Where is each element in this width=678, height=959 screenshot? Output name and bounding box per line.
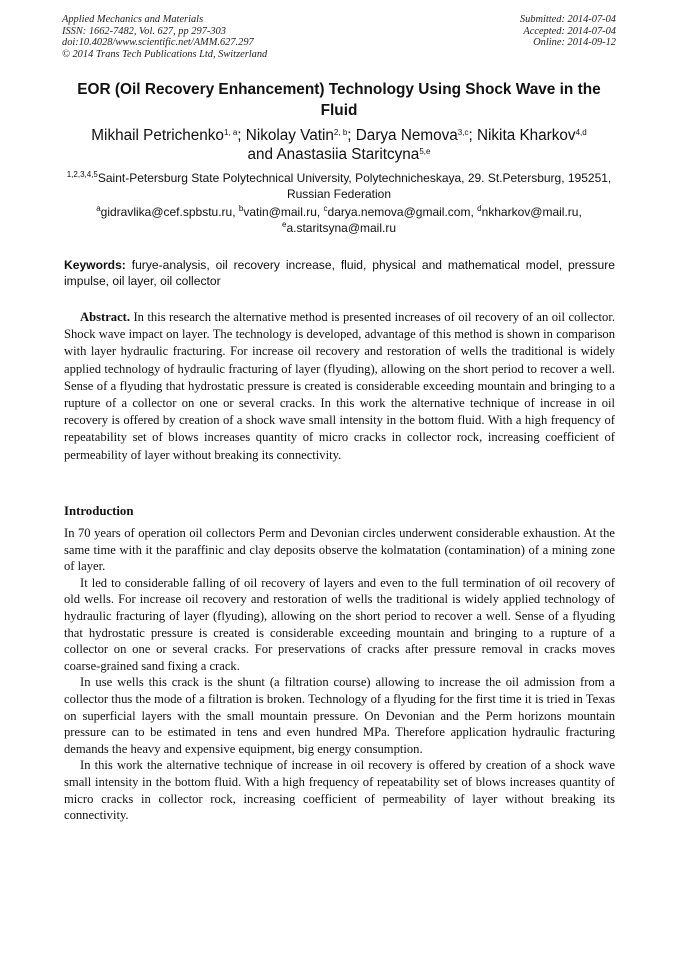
author-sup: 4,d bbox=[575, 128, 587, 137]
dates-info bbox=[396, 14, 616, 49]
email-link[interactable]: darya.nemova@gmail.com, bbox=[327, 205, 478, 219]
email-sup: c bbox=[323, 204, 328, 213]
affiliation-sup: 1,2,3,4,5 bbox=[66, 170, 98, 179]
author-name: ; Nikita Kharkov bbox=[468, 127, 576, 144]
author-name: ; Darya Nemova bbox=[347, 127, 458, 144]
author-name: and Anastasiia Staritcyna bbox=[247, 146, 420, 163]
author-sup: 1, a bbox=[223, 128, 238, 137]
introduction-body bbox=[64, 525, 615, 824]
online-date: Online: 2014-09-12 bbox=[533, 37, 616, 49]
paragraph: In 70 years of operation oil collectors Perm and Devonian circles underwent considerable exhaustion. At the same time with it the paraffinic and clay deposits observe the kolmatation (contamination) of a mining zone of layer. bbox=[64, 526, 615, 574]
email-link[interactable]: a.staritsyna@mail.ru bbox=[286, 220, 396, 235]
email-link[interactable]: gidravlika@cef.spbstu.ru, bbox=[100, 205, 239, 219]
paragraph: In this work the alternative technique of increase in oil recovery is offered by creation of a shock wave small intensity in the bottom fluid. With a high frequency of repeatability set of blows increases quantity of micro cracks in collector rock, increasing coefficient of permeability of layer without breaking its connectivity. bbox=[64, 758, 615, 823]
author-sup: 2, b bbox=[333, 128, 348, 137]
affiliation bbox=[62, 171, 616, 202]
journal-info bbox=[62, 14, 382, 60]
abstract-text: In this research the alternative method is presented increases of oil recovery of an oil collector. Shock wave impact on layer. The technology is developed, advantage of this method is shown in comparison with layer hydraulic fracturing. For increase oil recovery and restoration of wells the traditional is widely applied technology of hydraulic fracturing of layer (flyuding), allowing on the short period to recover a well. Sense of a flyuding that hydrostatic pressure is created is considerable exceeding mountain and bringing to a rupture of a collector on one or several cracks. In this work the alternative technique of increase in oil recovery is offered by creation of a shock wave small intensity in the bottom fluid. With a high frequency of repeatability set of blows increases quantity of micro cracks in collector rock, increasing coefficient of permeability of layer without breaking its connectivity. bbox=[64, 310, 615, 462]
abstract-label: Abstract. bbox=[80, 310, 131, 324]
author-sup: 3,c bbox=[457, 128, 469, 137]
journal-name: Applied Mechanics and Materials bbox=[62, 14, 204, 25]
author-list bbox=[62, 126, 616, 164]
issn: ISSN: 1662-7482, Vol. 627, pp 297-303 bbox=[62, 25, 226, 37]
email-link[interactable]: vatin@mail.ru, bbox=[243, 205, 324, 219]
abstract bbox=[64, 309, 615, 464]
submitted-date: Submitted: 2014-07-04 bbox=[519, 14, 616, 25]
accepted-date: Accepted: 2014-07-04 bbox=[523, 25, 616, 37]
copyright: © 2014 Trans Tech Publications Ltd, Switzerland bbox=[62, 48, 268, 60]
keywords bbox=[64, 258, 615, 289]
keywords-label: Keywords: bbox=[64, 258, 126, 272]
keywords-text: furye-analysis, oil recovery increase, fluid, physical and mathematical model, pressure impulse, oil layer, oil collector bbox=[64, 258, 615, 288]
author-sup: 5,e bbox=[419, 147, 431, 156]
author-name: ; Nikolay Vatin bbox=[237, 127, 334, 144]
paragraph: In use wells this crack is the shunt (a filtration course) allowing to increase the oil admission from a collector thus the mode of a filtration is broken. Technology of a flyuding for the first time it is tried in Texas on superficial layers with the small mountain pressure. On Devonian and the Perm horizons mountain pressure can to be estimated in tens and even hundred MPa. Therefore application hydraulic fracturing demands the heavy and expensive equipment, big energy consumption. bbox=[64, 675, 615, 756]
email-sup: d bbox=[477, 204, 482, 213]
email-list bbox=[62, 205, 616, 236]
email-sup: e bbox=[282, 219, 287, 229]
paragraph: It led to considerable falling of oil recovery of layers and even to the full termination of oil recovery of old wells. For increase oil recovery and restoration of wells the traditional is widely applied technology of hydraulic fracturing of layer (flyuding), allowing on the short period to recover a well. Sense of a flyuding that hydrostatic pressure is created is considerable exceeding mountain and bringing to a rupture of a collector on one or several cracks. For preservations of cracks after pressure removal in cracks moves coarse-grained sand fixing a crack. bbox=[64, 575, 615, 673]
email-sup: a bbox=[96, 204, 101, 213]
section-heading-introduction: Introduction bbox=[64, 504, 134, 518]
email-link[interactable]: nkharkov@mail.ru, bbox=[481, 205, 582, 219]
paper-title: EOR (Oil Recovery Enhancement) Technology Using Shock Wave in the Fluid bbox=[77, 81, 601, 119]
author-name: Mikhail Petrichenko bbox=[91, 127, 224, 144]
affiliation-text: Saint-Petersburg State Polytechnical University, Polytechnicheskaya, 29. St.Petersburg, 195251, Russian Federation bbox=[97, 171, 612, 201]
doi: doi:10.4028/www.scientific.net/AMM.627.297 bbox=[62, 37, 254, 49]
email-sup: b bbox=[238, 204, 244, 213]
